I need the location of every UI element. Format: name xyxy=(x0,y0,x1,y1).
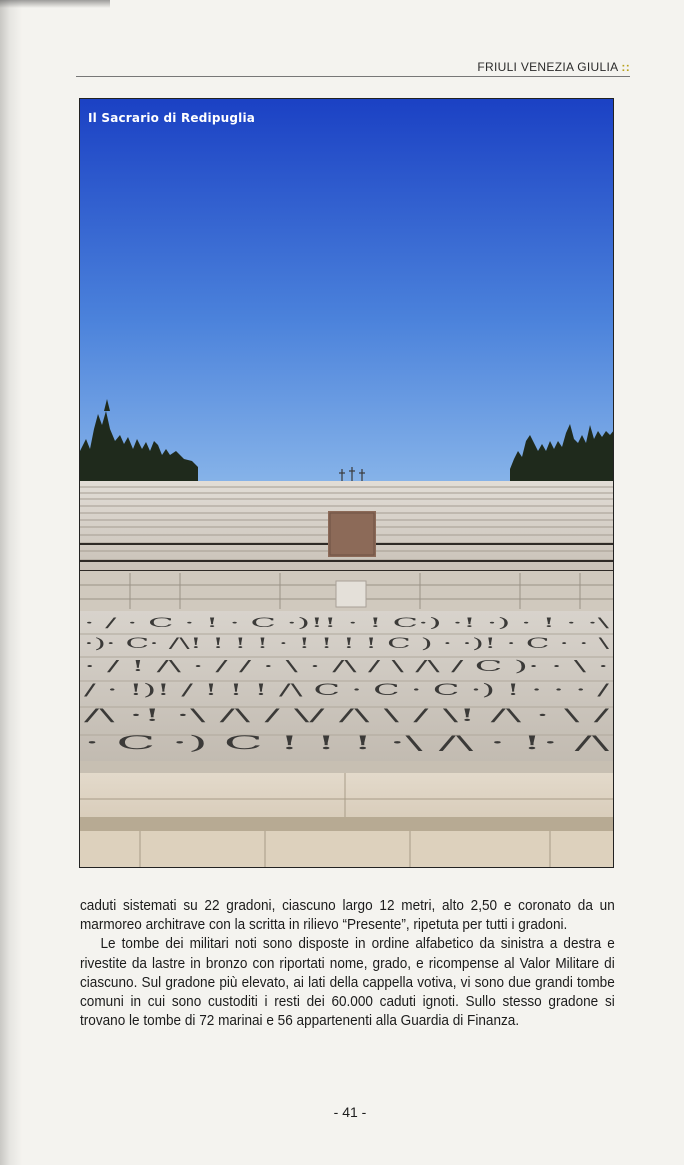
sky xyxy=(80,99,614,499)
sacrario-photo-illustration xyxy=(80,99,614,868)
page-corner-shadow xyxy=(0,0,110,8)
page-gutter-shadow xyxy=(0,0,22,1165)
inscription-row-3: · / ! /\ · / / · \ · /\ / \ /\ / C )· · \ · xyxy=(84,657,609,675)
paragraph-1: caduti sistemati su 22 gradoni, ciascuno largo 12 metri, alto 2,50 e coronato da un marmoreo architrave con la scritta in rilievo “Presente”, ripetuta per tutti i gradoni. xyxy=(80,898,615,934)
inscription-row-4: / · !)! / ! ! ! /\ C · C · C ·) ! · · · / xyxy=(84,680,611,699)
inscription-row-6: · C ·) C ! ! ! ·\ /\ · !· /\ xyxy=(84,732,611,754)
inscription-row-5: /\ ·! ·\ /\ / \/ /\ \ / \! /\ · \ / xyxy=(84,706,610,726)
running-header-text: FRIULI VENEZIA GIULIA xyxy=(477,60,619,74)
page-number: - 41 - xyxy=(333,1104,367,1120)
running-header-ornament: :: xyxy=(621,60,630,74)
running-header xyxy=(460,60,630,74)
inscription-row-1: · / · C · ! · C ·)!! · ! C·) ·! ·) · ! · ·\ xyxy=(84,616,611,631)
sacrario-photo xyxy=(79,98,614,868)
paragraph-2: Le tombe dei militari noti sono disposte in ordine alfabetico da sinistra a destra e rivestite da lastre in bronzo con riportati nome, grado, e ricompense al Valor Militare di ciascuno. Sul gradone più elevato, ai lati della cappella votiva, vi sono due grandi tombe comuni in cui sono custoditi i resti dei 60.000 caduti ignoti. Sullo stesso gradone si trovano le tombe di 72 marinai e 56 appartenenti alla Guardia di Finanza. xyxy=(80,936,615,1030)
photo-caption: Il Sacrario di Redipuglia xyxy=(88,111,256,125)
bronze-plaque xyxy=(328,511,376,557)
inscription-row-2: ·)· C· /\! ! ! ! · ! ! ! ! C ) · ·)! · C · · \ xyxy=(84,636,610,652)
header-rule xyxy=(76,76,630,77)
body-text xyxy=(80,897,615,1031)
